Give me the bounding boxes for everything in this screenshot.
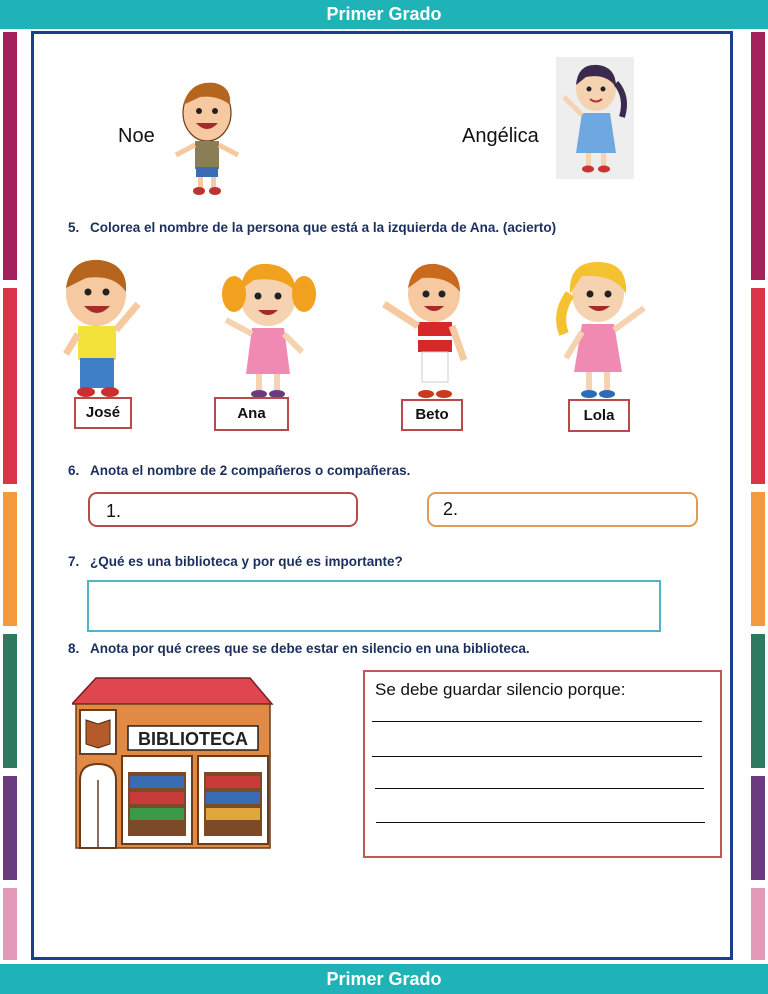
question-5-number: 5. xyxy=(68,220,80,235)
girl-angelica-illustration xyxy=(556,57,634,179)
question-8-text: Anota por qué crees que se debe estar en silencio en una biblioteca. xyxy=(90,641,530,656)
footer-band xyxy=(0,964,768,994)
silence-answer-prompt: Se debe guardar silencio porque: xyxy=(375,680,626,699)
footer-title: Primer Grado xyxy=(326,969,442,989)
name-label-lola[interactable] xyxy=(568,399,630,432)
question-6-text: Anota el nombre de 2 compañeros o compañeras. xyxy=(90,463,411,478)
right-stripe-6 xyxy=(751,888,765,960)
question-7-text: ¿Qué es una biblioteca y por qué es importante? xyxy=(90,554,403,569)
question-8-number: 8. xyxy=(68,641,80,656)
boy-jose-illustration xyxy=(50,252,146,400)
name-label-lola-text: Lola xyxy=(583,407,615,424)
question-5 xyxy=(68,220,556,235)
name-label-jose[interactable] xyxy=(74,397,132,429)
companion-field-1-label: 1. xyxy=(106,501,122,521)
right-stripe-2 xyxy=(751,288,765,484)
question-6 xyxy=(68,463,410,478)
header-title: Primer Grado xyxy=(326,4,442,24)
girl-lola-illustration xyxy=(550,254,650,400)
answer-line-3 xyxy=(375,788,704,789)
right-stripe-4 xyxy=(751,634,765,768)
question-7 xyxy=(68,554,403,569)
left-stripe-5 xyxy=(3,776,17,880)
companion-field-2-label: 2. xyxy=(443,499,459,519)
right-stripe-5 xyxy=(751,776,765,880)
girl-ana-illustration xyxy=(218,254,318,400)
name-angelica: Angélica xyxy=(462,125,539,147)
companion-field-2[interactable] xyxy=(427,492,698,527)
left-stripe-1 xyxy=(3,32,17,280)
library-building-illustration xyxy=(72,676,274,850)
library-sign-text: BIBLIOTECA xyxy=(138,729,248,749)
left-stripe-4 xyxy=(3,634,17,768)
left-stripe-3 xyxy=(3,492,17,626)
library-answer-field[interactable] xyxy=(87,580,661,632)
question-6-number: 6. xyxy=(68,463,80,478)
name-label-beto-text: Beto xyxy=(415,406,449,423)
name-noe: Noe xyxy=(118,125,155,147)
name-label-beto[interactable] xyxy=(401,399,463,431)
boy-beto-illustration xyxy=(378,254,474,400)
boy-noe-illustration xyxy=(170,75,244,197)
answer-line-4 xyxy=(376,822,705,823)
header-band xyxy=(0,0,768,29)
question-5-text: Colorea el nombre de la persona que está a la izquierda de Ana. (acierto) xyxy=(90,220,557,235)
name-label-ana-text: Ana xyxy=(237,405,266,422)
question-8 xyxy=(68,641,530,656)
right-stripe-3 xyxy=(751,492,765,626)
left-stripe-6 xyxy=(3,888,17,960)
companion-field-1[interactable] xyxy=(88,492,358,527)
name-label-jose-text: José xyxy=(85,404,121,421)
silence-answer-box[interactable] xyxy=(363,670,722,858)
answer-line-1 xyxy=(372,721,702,722)
left-stripe-2 xyxy=(3,288,17,484)
answer-line-2 xyxy=(372,756,702,757)
question-7-number: 7. xyxy=(68,554,80,569)
right-stripe-1 xyxy=(751,32,765,280)
name-label-ana[interactable] xyxy=(214,397,289,431)
